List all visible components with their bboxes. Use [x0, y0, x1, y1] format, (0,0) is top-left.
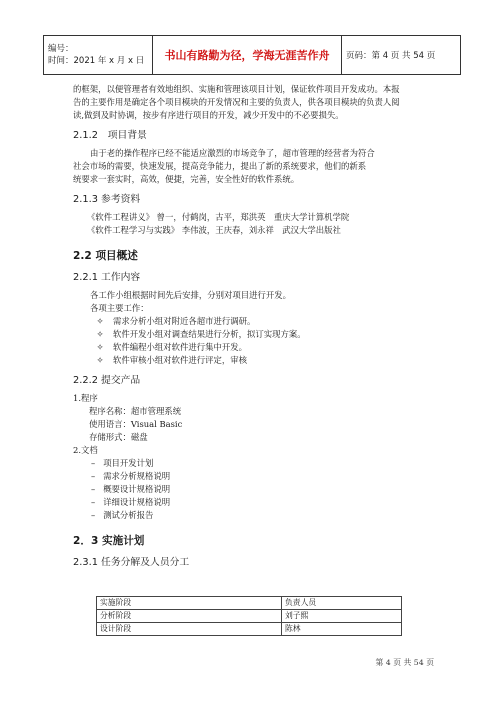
dash-bullet-icon: – — [91, 497, 96, 507]
dash-bullet-icon: – — [91, 484, 96, 494]
table-cell: 刘子熙 — [282, 610, 402, 623]
header-time-label: 时间：2021 年 x 月 x 日 — [48, 56, 145, 66]
intro-line-2: 告的主要作用是确定各个项目模块的开发情况和主要的负责人，供各项目模块的负责人阅 — [73, 97, 400, 107]
reference-item: 《软件工程学习与实践》 李伟波，王庆春，刘永祥 武汉大学出版社 — [87, 225, 341, 235]
header-motto: 书山有路勤为径，学海无涯苦作舟 — [153, 36, 342, 75]
product-program-label: 1.程序 — [73, 393, 98, 403]
program-storage: 存储形式：磁盘 — [89, 432, 148, 442]
work-intro-line: 各工作小组根据时间先后安排，分别对项目进行开发。 — [90, 290, 291, 300]
table-row — [97, 610, 402, 623]
program-language: 使用语言：Visual Basic — [89, 419, 183, 429]
list-item: – 概要设计规格说明 — [91, 484, 171, 494]
table-header-row — [97, 597, 402, 610]
diamond-bullet-icon: ✧ — [96, 316, 104, 326]
section-2-2-2-heading: 2.2.2 提交产品 — [73, 375, 141, 386]
dash-bullet-icon: – — [91, 510, 96, 520]
background-line-2: 社会市场的需要，快速发展，提高竞争能力，提出了新的系统要求，他们的新系 — [73, 161, 367, 171]
background-line-3: 统要求一套实时，高效，便捷，完善，安全性好的软件系统。 — [73, 174, 300, 184]
section-2-3-heading: 2．3 实施计划 — [73, 535, 145, 547]
task-assignment-table — [96, 596, 402, 636]
list-item: ✧ 需求分析小组对附近各超市进行调研。 — [96, 316, 256, 326]
intro-line-1: 的框架，以便管理者有效地组织、实施和管理该项目计划，保证软件项目开发成功。本报 — [73, 84, 400, 94]
dash-bullet-icon: – — [91, 471, 96, 481]
header-page-info: 页码：第 4 页 共 54 页 — [342, 36, 461, 75]
list-item: ✧ 软件审核小组对软件进行评定，审核 — [96, 355, 247, 365]
table-cell: 设计阶段 — [97, 623, 282, 636]
reference-item: 《软件工程讲义》 曾一，付鹤岗，古平，郑洪英 重庆大学计算机学院 — [87, 212, 350, 222]
section-2-1-2-heading: 2.1.2 项目背景 — [73, 130, 147, 141]
table-cell: 分析阶段 — [97, 610, 282, 623]
section-2-3-1-heading: 2.3.1 任务分解及人员分工 — [73, 557, 190, 568]
list-item: ✧ 软件开发小组对调查结果进行分析，拟订实现方案。 — [96, 329, 306, 339]
header-number-label: 编号： — [48, 44, 74, 54]
document-body — [73, 83, 429, 574]
table-header-cell: 实施阶段 — [97, 597, 282, 610]
product-docs-label: 2.文档 — [73, 445, 98, 455]
work-items-label: 各项主要工作： — [90, 303, 149, 313]
intro-line-3: 读,做到及时协调，按步有序进行项目的开发，减少开发中的不必要损失。 — [73, 110, 344, 120]
list-item: – 需求分析规格说明 — [91, 471, 171, 481]
table-row — [97, 623, 402, 636]
page-header — [43, 35, 461, 75]
list-item: – 详细设计规格说明 — [91, 497, 171, 507]
table-cell: 陈林 — [282, 623, 402, 636]
header-meta — [44, 36, 153, 75]
section-2-2-heading: 2.2 项目概述 — [73, 250, 138, 262]
dash-bullet-icon: – — [91, 458, 96, 468]
list-item: – 测试分析报告 — [91, 510, 154, 520]
list-item: – 项目开发计划 — [91, 458, 154, 468]
work-items-list — [95, 315, 429, 367]
background-line-1: 由于老的操作程序已经不能适应激烈的市场竞争了，超市管理的经营者为符合 — [90, 148, 375, 158]
docs-list — [91, 457, 429, 522]
page-footer: 第 4 页 共 54 页 — [375, 658, 434, 667]
diamond-bullet-icon: ✧ — [96, 329, 104, 339]
section-2-2-1-heading: 2.2.1 工作内容 — [73, 272, 141, 283]
diamond-bullet-icon: ✧ — [96, 342, 104, 352]
program-name: 程序名称：超市管理系统 — [89, 406, 182, 416]
list-item: ✧ 软件编程小组对软件进行集中开发。 — [96, 342, 247, 352]
section-2-1-3-heading: 2.1.3 参考资料 — [73, 194, 141, 205]
table-header-cell: 负责人员 — [282, 597, 402, 610]
diamond-bullet-icon: ✧ — [96, 355, 104, 365]
